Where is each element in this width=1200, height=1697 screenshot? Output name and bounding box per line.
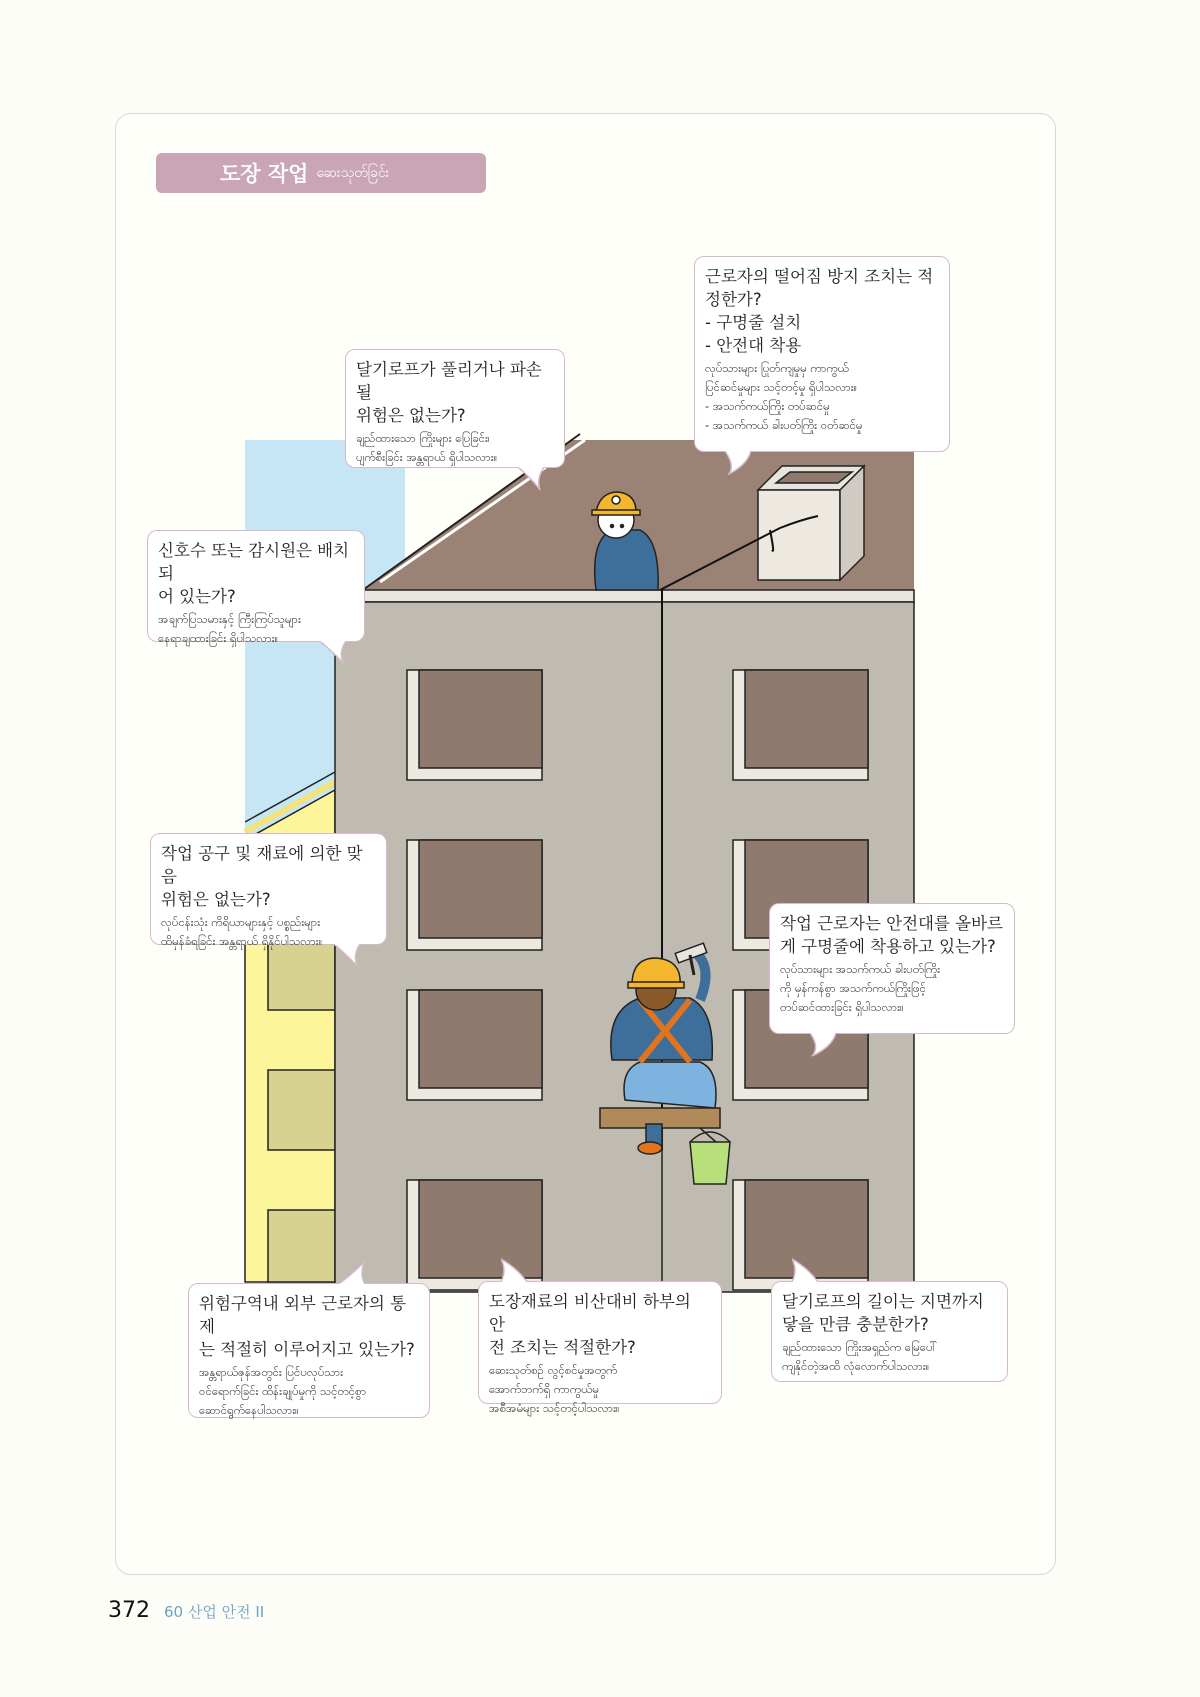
bubble-tail [501, 1258, 527, 1282]
bubble-tail [792, 1258, 818, 1282]
bubble-fall-prevention-my: လုပ်သားများ ပြုတ်ကျမှုမှ ကာကွယ် ပြင်ဆင်မှုများ သင့်တင့်မှု ရှိပါသလား။ - အသက်ကယ်ကြိုး တပ်ဆင်မှု - အသက်ကယ် ခါးပတ်ကြိုး ဝတ်ဆင်မှု [705, 361, 863, 432]
bubble-harness-usage-ko: 작업 근로자는 안전대를 올바르 게 구명줄에 착용하고 있는가? [780, 914, 1003, 956]
bubble-harness-usage [769, 903, 1015, 1034]
section-title-ko: 도장 작업 [220, 162, 309, 186]
bubble-rope-damage-ko: 달기로프가 풀리거나 파손될 위험은 없는가? [356, 360, 542, 425]
bubble-signal-person [147, 530, 365, 645]
bubble-spill-safety-my: ဆေးသုတ်စဉ် လွင့်စင်မှုအတွက် အောက်ဘက်ရှိ ကာကွယ်မှု အစီအမံများ သင့်တင့်ပါသလား။ [489, 1363, 620, 1415]
bubble-tool-hazard [150, 833, 387, 948]
bubble-fall-prevention-ko: 근로자의 떨어짐 방지 조치는 적 정한가? - 구명줄 설치 - 안전대 착용 [705, 267, 934, 355]
bubble-tool-hazard-ko: 작업 공구 및 재료에 의한 맞음 위험은 없는가? [161, 844, 363, 909]
bubble-rope-length-ko: 달기로프의 길이는 지면까지 닿을 만큼 충분한가? [782, 1292, 984, 1334]
page-number: 372 [108, 1598, 150, 1623]
bubble-tool-hazard-my: လုပ်ငန်းသုံး ကိရိယာများနှင့် ပစ္စည်းများ ထိမှန်ခံရခြင်း အန္တရာယ် ရှိနိုင်ပါသလား။ [161, 915, 323, 948]
bubble-harness-usage-my: လုပ်သားများ အသက်ကယ် ခါးပတ်ကြိုး ကို မှန်ကန်စွာ အသက်ကယ်ကြိုးဖြင့် တပ်ဆင်ထားခြင်း ရှိပါသလား။ [780, 962, 941, 1014]
bubble-zone-control-my: အန္တရာယ်ဇုန်အတွင်း ပြင်ပလုပ်သား ဝင်ရောက်ခြင်း ထိန်းချုပ်မှုကို သင့်တင့်စွာ ဆောင်ရွက်နေပါသလား။ [199, 1365, 367, 1417]
bubble-zone-control-ko: 위험구역내 외부 근로자의 통제 는 적절히 이루어지고 있는가? [199, 1294, 415, 1359]
bubble-fall-prevention [694, 256, 950, 452]
bubble-tail [320, 641, 346, 665]
bubble-spill-safety-ko: 도장재료의 비산대비 하부의 안 전 조치는 적절한가? [489, 1292, 691, 1357]
page-footer [108, 1598, 264, 1623]
bubble-tail [518, 467, 544, 491]
bubble-rope-length-my: ချည်ထားသော ကြိုးအရှည်က မြေပေါ် ကျနိုင်တဲ့အထိ လုံလောက်ပါသလား။ [782, 1340, 938, 1373]
bubble-signal-person-my: အချက်ပြသမားနှင့် ကြီးကြပ်သူများ နေရာချထားခြင်း ရှိပါသလား။ [158, 612, 301, 645]
anchor-block [758, 466, 864, 580]
section-label: 60 산업 안전 II [164, 1603, 265, 1621]
bubble-tail [339, 1260, 365, 1284]
bubble-spill-safety [478, 1281, 722, 1415]
bubble-tail [810, 1033, 836, 1057]
bubble-signal-person-ko: 신호수 또는 감시원은 배치되 어 있는가? [158, 541, 350, 606]
bubble-rope-damage-my: ချည်ထားသော ကြိုးများ ပြေခြင်း၊ ပျက်စီးခြင်း အန္တရာယ် ရှိပါသလား။ [356, 431, 498, 464]
bubble-tail [725, 451, 751, 475]
bubble-rope-damage [345, 349, 565, 468]
section-title-my: ဆေးသုတ်ခြင်း [316, 164, 390, 181]
bubble-tail [334, 944, 360, 968]
bubble-zone-control [188, 1283, 430, 1418]
bubble-rope-length [771, 1281, 1008, 1382]
